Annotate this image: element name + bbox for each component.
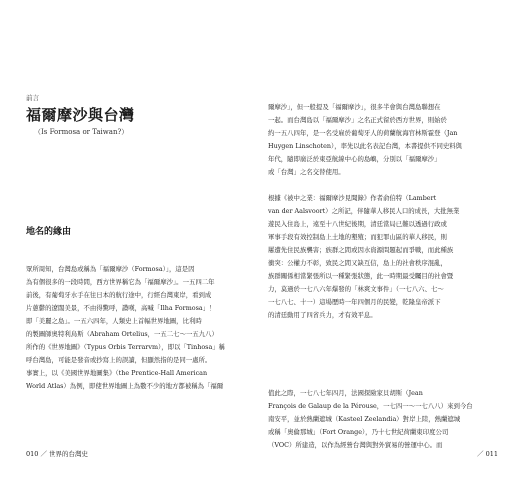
text-line: 衝突：公權力不彰，致民之間又缺互信，島上的社會秩序混亂， xyxy=(268,259,447,267)
text-line: 力，莫過於一七八六年爆發的「林爽文事件」（一七八六、七～ xyxy=(268,285,444,293)
text-line: 約一五八四年，是一名受雇於葡萄牙人的荷蘭航海官林斯霍登（Jan xyxy=(268,129,458,137)
right-page xyxy=(260,0,520,500)
body-paragraph xyxy=(26,263,248,393)
text-line: 眾所周知，台灣島或稱為「福爾摩沙（Formosa）」，這是因 xyxy=(26,265,195,273)
page-number-right: ／ 011 xyxy=(477,450,498,458)
text-line: 爾摩沙」，但一般提及「福爾摩沙」，很多半會與台灣島聯想在 xyxy=(268,103,441,111)
text-line: 遊民入住島上，遠至十八世紀後期，清廷當局已難以透過行政或 xyxy=(268,220,447,228)
text-line: 值此之際，一七八七年四月，法國探險家貝胡斯（Jean xyxy=(268,389,423,397)
text-line: 即「美麗之島」。一五六四年，人類史上首幅世界地圖，比利時 xyxy=(26,317,202,325)
text-line: 年代，隨即廣泛於東亞航線中心的島嶼，分別以「福爾摩沙」 xyxy=(268,155,441,163)
text-line: 南安平，並於熱蘭遮城（Kasteel Zeelandia）對岸上陸，熱蘭遮城 xyxy=(268,415,461,423)
text-line: World Atlas）為例，即使世界地圖上為數不少的地方都被稱為「福爾 xyxy=(26,382,224,390)
text-line: 屢遭先住民族襲害；族群之間或因水資源問題起而爭戰，而此種族 xyxy=(268,246,454,254)
section-heading: 地名的緣由 xyxy=(26,227,72,237)
text-line: 的製圖師奧特利烏斯（Abraham Ortelius，一五二七～一五九八） xyxy=(26,330,218,338)
text-line: Huygen Linschoten），率先以此名表記台灣，本書提供不同史料與 xyxy=(268,142,463,150)
text-line: 的清廷動用了四省兵力，才有效平息。 xyxy=(268,311,377,319)
chapter-title: 福爾摩沙與台灣 xyxy=(26,106,135,124)
text-line: 或「台灣」之名交替使用。 xyxy=(268,168,345,176)
body-paragraph xyxy=(268,101,514,179)
text-line: 軍事手段有效控制島上土地的墾殖；而犯罪山區的華人移民，則 xyxy=(268,233,447,241)
text-line: 一起。而台灣島以「福爾摩沙」之名正式留於西方世界，則始於 xyxy=(268,116,447,124)
text-line: 一七八七、十一）這場歷時一年四個月的民變，乾隆皇帝派下 xyxy=(268,298,441,306)
text-line: （VOC）所建造，以作為經營台灣與對外貿易的營運中心。而 xyxy=(268,441,443,449)
text-line: 所作的《世界地圖》（Typus Orbis Terrarvm），即以「Tinhosa」稱 xyxy=(26,343,226,351)
text-line: 為有個很多的一段時間，西方世界稱它為「福爾摩沙」。一五四二年 xyxy=(26,278,215,286)
chapter-kicker: 前言 xyxy=(26,94,39,102)
text-line: 事實上，以《美國世界地圖集》（the Prentice-Hall American xyxy=(26,369,208,377)
text-line: 呼台灣島，可能是發音或抄寫上的誤讀，但顯然指的是同一處所。 xyxy=(26,356,212,364)
page-number-left: 010 ／ 世界的台灣史 xyxy=(26,450,89,458)
text-line: 根據《被中之業：福爾摩沙見聞錄》作者俞伯特（Lambert xyxy=(268,194,437,202)
body-paragraph xyxy=(268,192,514,322)
text-line: van der Aalsvoort）之所記，伴隨華人移民人口的成長，大批無業 xyxy=(268,207,460,215)
text-line: 片蔥鬱的遼闊美景，不由得驚呼，讚嘆，高喊「Ilha Formosa」！ xyxy=(26,304,216,312)
chapter-subtitle: （Is Formosa or Taiwan?） xyxy=(34,128,129,136)
text-line: 族群關係相當緊張所以一種緊張狀態，此一時期最受矚目的社會暨 xyxy=(268,272,454,280)
text-line: 前後，有葡萄牙水手在往日本的航行途中，行經台灣東岸，看到成 xyxy=(26,291,212,299)
body-paragraph xyxy=(268,387,514,452)
text-line: François de Galaup de la Pérouse，一七四一～一七八八）來到今台 xyxy=(268,402,473,410)
text-line: 或稱「奧倫那城」（Fort Orange），乃十七世紀荷蘭東印度公司 xyxy=(268,428,449,436)
